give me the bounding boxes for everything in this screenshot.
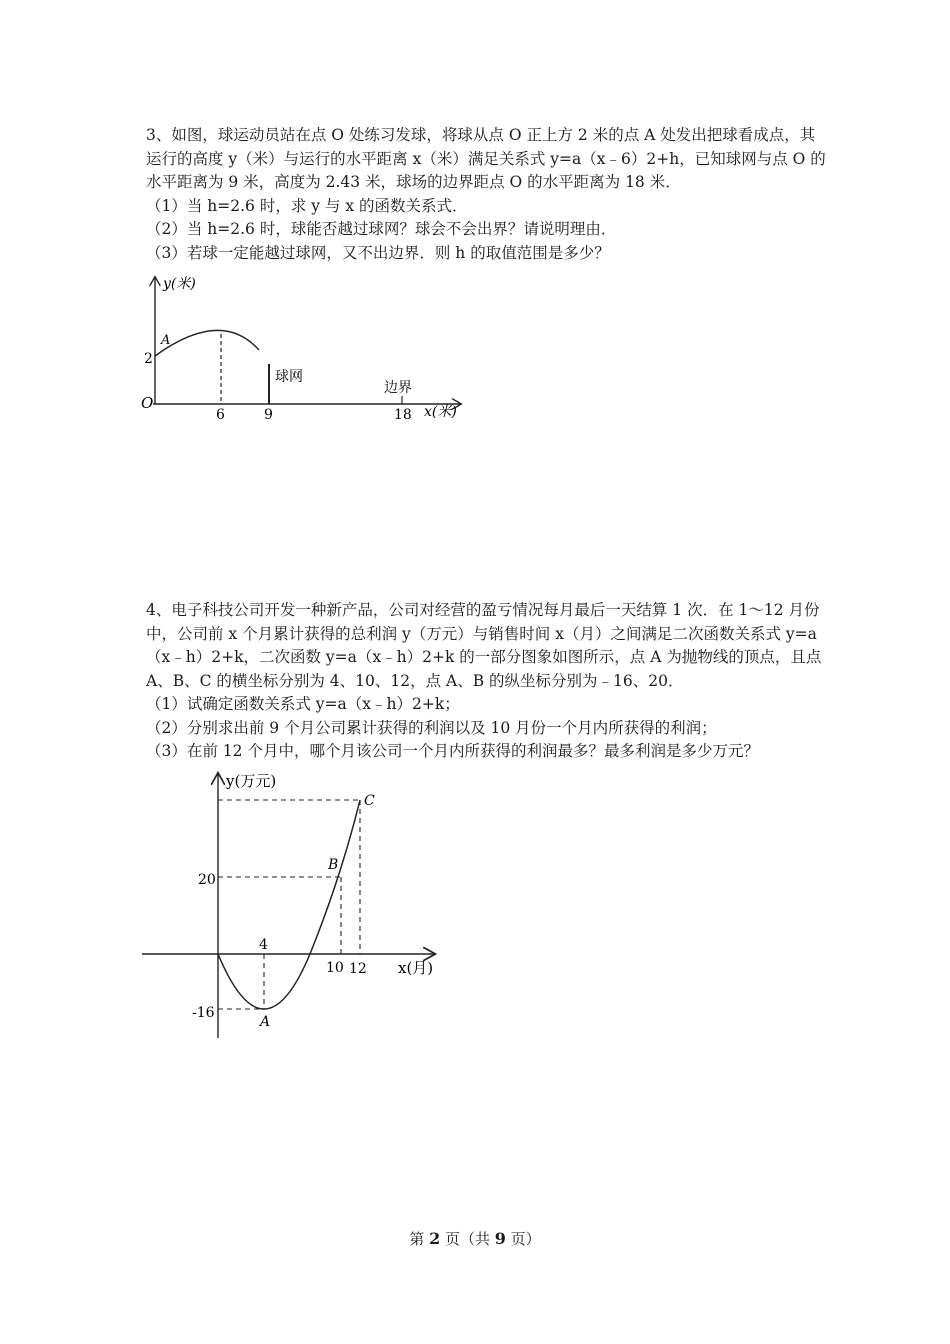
problem-3-question-3: （3）若球一定能越过球网，又不出边界．则 h 的取值范围是多少？ (146, 243, 610, 262)
point-a-label: A (260, 1014, 271, 1030)
x-axis-label: x(米) (424, 404, 457, 420)
y-axis-label: y(万元) (226, 772, 277, 790)
problem-3 (146, 124, 826, 265)
problem-4-question-2: （2）分别求出前 9 个月公司累计获得的利润以及 10 月份一个月内所获得的利润； (146, 718, 717, 737)
x-axis-label: x(月) (398, 959, 434, 977)
problem-4-question-3: （3）在前 12 个月中，哪个月该公司一个月内所获得的利润最多？最多利润是多少万元？ (146, 742, 759, 760)
page-footer (0, 1228, 950, 1249)
y-axis-label: y(米) (163, 276, 196, 292)
y-tick-20: 20 (198, 872, 216, 888)
problem-3-intro: 3、如图，球运动员站在点 O 处练习发球，将球从点 O 正上方 2 米的点 A 处发出把球看成点，其运行的高度 y（米）与运行的水平距离 x（米）满足关系式 y=a（x﹣6）2+h，已知球网与点 O 的水平距离为 9 米，高度为 2.43 米，球场的边界距点 O 的水平距离为 18 米． (146, 126, 826, 191)
y-tick-minus-16: -16 (192, 1005, 215, 1021)
x-tick-10: 10 (326, 960, 344, 976)
x-tick-18: 18 (394, 407, 412, 423)
x-tick-6: 6 (216, 407, 225, 423)
footer-prefix: 第 (409, 1230, 430, 1248)
problem-3-question-2: （2）当 h=2.6 时，球能否越过球网？球会不会出界？请说明理由． (146, 220, 617, 238)
footer-page-number: 2 (429, 1229, 441, 1248)
point-c-label: C (364, 793, 375, 809)
footer-suffix: 页） (505, 1230, 541, 1248)
figure-ball-trajectory (135, 268, 470, 428)
x-tick-4: 4 (259, 937, 268, 953)
problem-4-intro: 4、电子科技公司开发一种新产品，公司对经营的盈亏情况每月最后一天结算 1 次．在 1～12 月份中，公司前 x 个月累计获得的总利润 y（万元）与销售时间 x（月）之间满足二次函数关系式 y=a（x﹣h）2+k，二次函数 y=a（x﹣h）2+k 的一部分图象如图所示，点 A 为抛物线的顶点，且点 A、B、C 的横坐标分别为 4、10、12，点 A、B 的纵坐标分别为﹣16、20． (146, 601, 822, 690)
figure-profit-parabola (140, 768, 450, 1043)
y-tick-2: 2 (144, 351, 153, 367)
problem-4 (146, 599, 826, 764)
footer-total-pages: 9 (494, 1229, 506, 1248)
point-b-label: B (328, 857, 339, 873)
footer-middle: 页（共 (440, 1230, 495, 1248)
boundary-label: 边界 (384, 380, 412, 396)
problem-4-question-1: （1）试确定函数关系式 y=a（x﹣h）2+k； (146, 695, 460, 713)
trajectory-curve (155, 330, 259, 356)
x-tick-9: 9 (264, 407, 273, 423)
problem-3-question-1: （1）当 h=2.6 时，求 y 与 x 的函数关系式． (146, 196, 468, 215)
point-a-label: A (161, 333, 171, 348)
net-label: 球网 (275, 369, 303, 385)
origin-label: O (141, 394, 154, 412)
parabola-curve (218, 800, 360, 1009)
x-tick-12: 12 (349, 961, 367, 977)
